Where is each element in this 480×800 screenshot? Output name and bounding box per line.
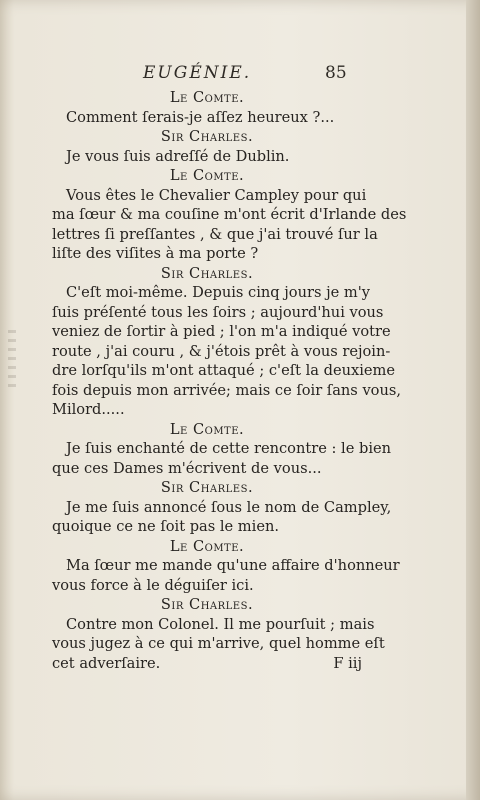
running-head bbox=[0, 63, 480, 87]
speech-line: lettres ſi preſſantes , & que j'ai trouvé ſur la bbox=[52, 225, 378, 243]
final-line-text: cet adverſaire. bbox=[52, 654, 161, 672]
speaker-name: Sir Charles. bbox=[160, 596, 254, 613]
speech-line: ſuis préſenté tous les ſoirs ; aujourd'hui vous bbox=[52, 303, 384, 321]
speech-line: Comment ſerais-je aſſez heureux ?... bbox=[66, 108, 335, 126]
speech-line: Contre mon Colonel. Il me pourſuit ; mais bbox=[66, 615, 375, 633]
final-line bbox=[52, 654, 362, 674]
speaker-name: Sir Charles. bbox=[160, 264, 254, 282]
speech-line: Milord..... bbox=[52, 401, 125, 418]
speaker-name: Sir Charles. bbox=[160, 479, 254, 496]
speech-line: fois depuis mon arrivée; mais ce ſoir ſans vous, bbox=[52, 381, 401, 399]
speaker-name: Le Comte. bbox=[169, 420, 245, 438]
speech-line: Ma ſœur me mande qu'une affaire d'honneur bbox=[66, 557, 400, 574]
speech-line: quoique ce ne ſoit pas le mien. bbox=[52, 518, 279, 535]
signature-mark: F iij bbox=[333, 654, 362, 672]
speaker-name: Le Comte. bbox=[169, 537, 245, 555]
running-title: EUGÉNIE. bbox=[143, 63, 252, 83]
speech-line: veniez de ſortir à pied ; l'on m'a indiqué votre bbox=[52, 323, 391, 340]
speech-line: C'eſt moi-même. Depuis cinq jours je m'y bbox=[66, 284, 370, 301]
page-edge bbox=[466, 0, 480, 800]
speech-line: que ces Dames m'écrivent de vous... bbox=[52, 459, 322, 477]
speech-line: vous jugez à ce qui m'arrive, quel homme eſt bbox=[52, 635, 385, 652]
speech-line: vous force à le déguiſer ici. bbox=[52, 576, 254, 594]
speech-line: ma ſœur & ma couſine m'ont écrit d'Irlande des bbox=[52, 206, 407, 223]
speech-line: route , j'ai couru , & j'étois prêt à vous rejoin- bbox=[52, 342, 391, 360]
ink-bleed-mark bbox=[8, 330, 16, 390]
speech-line: Je ſuis enchanté de cette rencontre : le bien bbox=[66, 440, 392, 457]
speaker-name: Sir Charles. bbox=[160, 128, 254, 145]
speech-line: Je vous ſuis adreſſé de Dublin. bbox=[66, 147, 290, 165]
speech-line: Vous êtes le Chevalier Campley pour qui bbox=[66, 186, 367, 204]
speech-line: dre lorſqu'ils m'ont attaqué ; c'eſt la deuxieme bbox=[52, 362, 396, 379]
play-text bbox=[52, 88, 407, 673]
speech-line: liſte des viſites à ma porte ? bbox=[52, 245, 259, 262]
page-number: 85 bbox=[325, 63, 347, 83]
speaker-name: Le Comte. bbox=[169, 89, 245, 106]
speech-line: Je me ſuis annoncé ſous le nom de Campley, bbox=[66, 498, 392, 516]
speaker-name: Le Comte. bbox=[169, 167, 245, 184]
